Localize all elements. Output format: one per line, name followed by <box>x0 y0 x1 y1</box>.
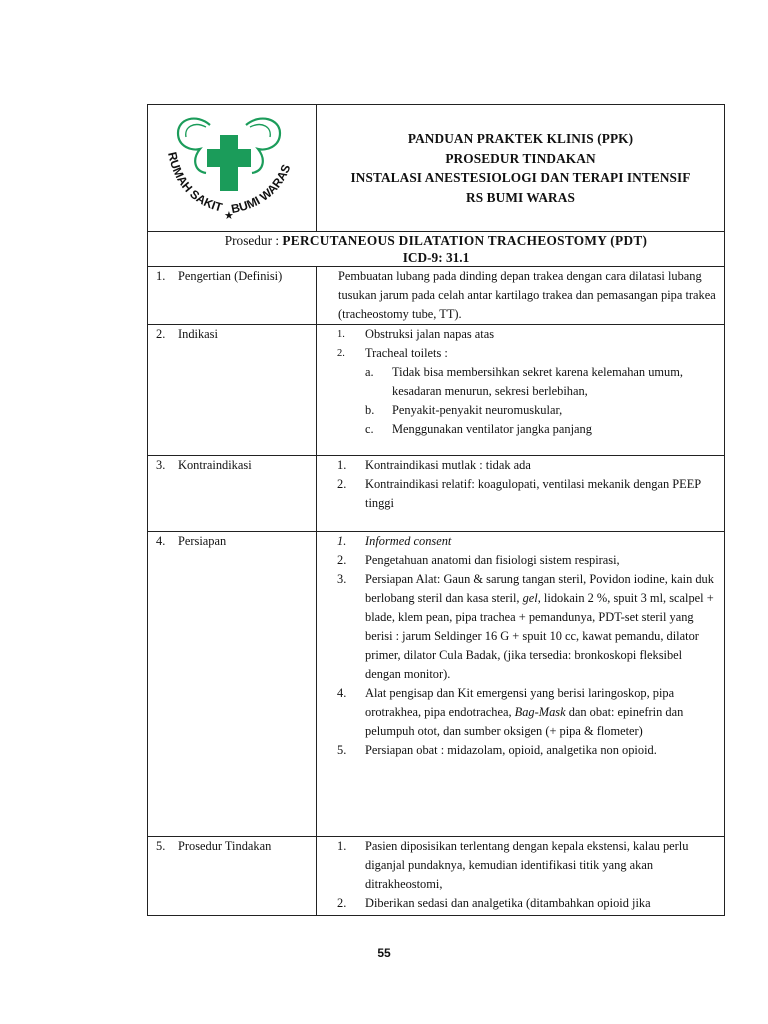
svg-text:BUMI WARAS <box>230 162 293 216</box>
list-item: 4. Alat pengisap dan Kit emergensi yang berisi laringoskop, pipa orotrakhea, pipa endotrachea, Bag-Mask dan obat: epinefrin dan pelumpuh otot, dan sumber oksigen (+ pipa & flometer) <box>337 686 684 738</box>
logo-text-left: RUMAH SAKIT <box>165 150 224 215</box>
section-label: Persiapan <box>178 534 227 548</box>
section-row-procedure <box>148 837 725 916</box>
section-row-indication <box>148 325 725 456</box>
header-subtitle: PROSEDUR TINDAKAN <box>445 150 596 166</box>
list-item: 1. Informed consent <box>337 534 452 548</box>
header-hospital: RS BUMI WARAS <box>466 189 575 205</box>
header-title: PANDUAN PRAKTEK KLINIS (PPK) <box>407 131 634 146</box>
section-label-cell: 2. Indikasi <box>148 325 317 456</box>
list-item: 2. Pengetahuan anatomi dan fisiologi sistem respirasi, <box>337 553 620 567</box>
section-label-cell: 4. Persiapan <box>148 532 317 837</box>
procedure-cell <box>148 232 725 267</box>
procedure-prefix: Prosedur : <box>224 233 283 248</box>
header-row <box>148 105 725 232</box>
list-item: 1. Pasien diposisikan terlentang dengan kepala ekstensi, kalau perlu diganjal pundaknya, kemudian identifikasi titik yang akan ditrakheostomi, <box>337 839 689 891</box>
section-row-contraindication <box>148 456 725 532</box>
page-number: 55 <box>377 946 391 960</box>
list-item: 3. Persiapan Alat: Gaun & sarung tangan steril, Povidon iodine, kain duk berlobang steril dan kasa steril, gel, lidokain 2 %, spuit 3 ml, scalpel + blade, klem pean, pipa trachea + pemandunya, PDT-set steril yang berisi : jarum Seldinger 16 G + spuit 10 cc, kawat pemandu, dilator primer, dilator Cula Badak, (jika tersedia: bronkoskopi fleksibel dengan monitor). <box>337 572 714 681</box>
section-label-cell: 5. Prosedur Tindakan <box>148 837 317 916</box>
list-item: 1. Kontraindikasi mutlak : tidak ada <box>337 458 531 472</box>
list-item: 5. Persiapan obat : midazolam, opioid, analgetika non opioid. <box>337 743 657 757</box>
section-label: Indikasi <box>178 327 218 341</box>
list-item: 1. Obstruksi jalan napas atas <box>337 327 495 341</box>
logo-text-right: BUMI WARAS <box>229 162 294 217</box>
section-label-cell: 1. Pengertian (Definisi) <box>148 267 317 325</box>
sub-list-item: a. Tidak bisa membersihkan sekret karena kelemahan umum, kesadaran menurun, sekresi berlebihan, <box>365 365 683 398</box>
header-cell <box>317 105 725 232</box>
definition-text: Pembuatan lubang pada dinding depan trakea dengan cara dilatasi lubang tusukan jarum pada celah antar kartilago trakea dan pemasangan pipa trakea (tracheostomy tube, TT). <box>338 269 716 321</box>
section-row-definition <box>148 267 725 325</box>
icd-code: ICD-9: 31.1 <box>402 250 470 265</box>
header-department: INSTALASI ANESTESIOLOGI DAN TERAPI INTENSIF <box>350 170 691 185</box>
procedure-row <box>148 232 725 267</box>
section-label: Prosedur Tindakan <box>178 839 272 853</box>
list-item: 2. Diberikan sedasi dan analgetika (ditambahkan opioid jika <box>337 896 651 910</box>
logo-cell <box>148 105 317 232</box>
star-icon: ★ <box>224 209 234 222</box>
hospital-logo <box>148 105 316 226</box>
section-content <box>317 325 725 456</box>
procedure-name: PERCUTANEOUS DILATATION TRACHEOSTOMY (PDT) <box>282 233 648 248</box>
list-item: 2. Tracheal toilets : a. Tidak bisa membersihkan sekret karena kelemahan umum, kesadaran menurun, sekresi berlebihan, b. Penyakit-penyakit neuromuskular, c. Menggunakan ventilator jangka panjang <box>317 344 720 439</box>
section-label-cell: 3. Kontraindikasi <box>148 456 317 532</box>
ppk-table <box>147 104 725 916</box>
sub-list-item: c. Menggunakan ventilator jangka panjang <box>365 422 592 436</box>
section-content <box>317 267 725 325</box>
list-item: 2. Kontraindikasi relatif: koagulopati, ventilasi mekanik dengan PEEP tinggi <box>337 477 701 510</box>
section-content <box>317 532 725 837</box>
section-row-preparation <box>148 532 725 837</box>
section-label: Kontraindikasi <box>178 458 252 472</box>
sub-list-item: b. Penyakit-penyakit neuromuskular, <box>365 403 563 417</box>
section-content <box>317 456 725 532</box>
section-content <box>317 837 725 916</box>
section-label: Pengertian (Definisi) <box>178 269 283 283</box>
